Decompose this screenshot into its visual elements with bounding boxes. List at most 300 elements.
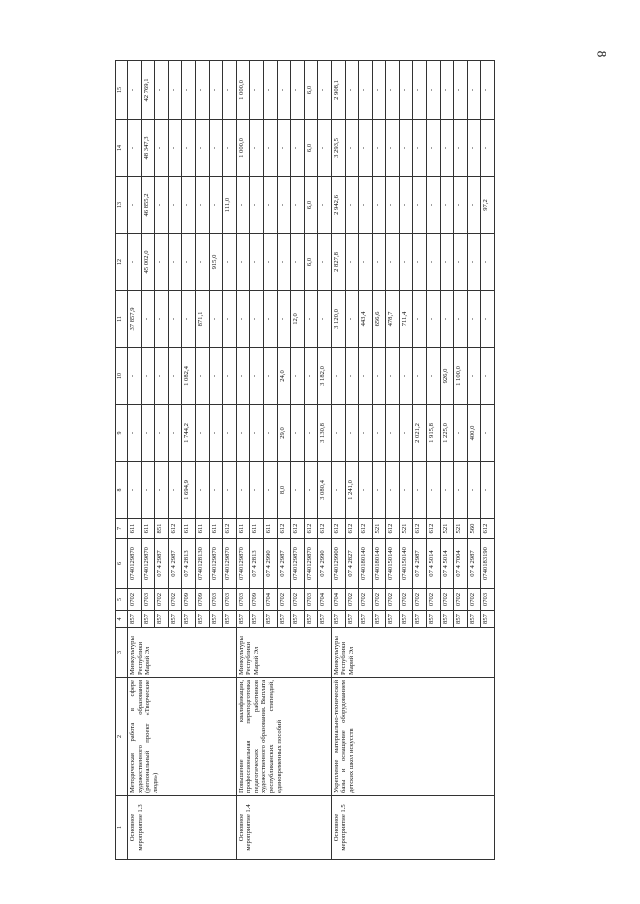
- code-cell: 0702: [467, 589, 481, 611]
- value-cell: -: [168, 462, 182, 519]
- column-number: 4: [116, 611, 128, 628]
- column-number: 7: [116, 519, 128, 539]
- value-cell: -: [155, 177, 169, 234]
- code-cell: 857: [331, 611, 345, 628]
- value-cell: -: [454, 405, 468, 462]
- value-cell: -: [209, 462, 223, 519]
- value-cell: 871,1: [195, 291, 209, 348]
- value-cell: 1 082,4: [182, 348, 196, 405]
- table-row: [331, 61, 345, 860]
- value-cell: -: [141, 405, 155, 462]
- code-cell: 07 4 2987: [155, 539, 169, 589]
- code-cell: 0740129870: [128, 539, 142, 589]
- value-cell: 3 293,5: [331, 120, 345, 177]
- code-cell: 857: [236, 611, 250, 628]
- column-number: 5: [116, 589, 128, 611]
- value-cell: -: [291, 462, 305, 519]
- table-row: [128, 61, 142, 860]
- code-cell: 611: [141, 519, 155, 539]
- column-number: 14: [116, 120, 128, 177]
- code-cell: 612: [304, 519, 318, 539]
- value-cell: -: [345, 61, 359, 120]
- code-cell: 612: [413, 519, 427, 539]
- value-cell: 1 694,9: [182, 462, 196, 519]
- code-cell: 857: [195, 611, 209, 628]
- event-cell: Основное мероприятие 1.3: [128, 796, 237, 860]
- value-cell: -: [128, 348, 142, 405]
- value-cell: -: [304, 348, 318, 405]
- code-cell: 07 4 2990: [318, 539, 332, 589]
- code-cell: 857: [413, 611, 427, 628]
- value-cell: -: [386, 234, 400, 291]
- value-cell: -: [413, 234, 427, 291]
- code-cell: 857: [454, 611, 468, 628]
- value-cell: -: [427, 462, 441, 519]
- value-cell: -: [331, 405, 345, 462]
- executor-cell: Минкультуры Республики Марий Эл: [236, 628, 331, 678]
- value-cell: -: [168, 61, 182, 120]
- value-cell: -: [209, 61, 223, 120]
- value-cell: -: [318, 291, 332, 348]
- value-cell: -: [128, 120, 142, 177]
- code-cell: 857: [359, 611, 373, 628]
- value-cell: 478,7: [386, 291, 400, 348]
- value-cell: -: [467, 462, 481, 519]
- value-cell: -: [427, 61, 441, 120]
- value-cell: 12,0: [291, 291, 305, 348]
- value-cell: -: [481, 234, 495, 291]
- value-cell: -: [372, 405, 386, 462]
- code-cell: 857: [291, 611, 305, 628]
- value-cell: -: [318, 234, 332, 291]
- value-cell: -: [427, 234, 441, 291]
- value-cell: -: [277, 177, 291, 234]
- value-cell: -: [345, 120, 359, 177]
- value-cell: -: [413, 462, 427, 519]
- value-cell: -: [263, 177, 277, 234]
- value-cell: -: [386, 177, 400, 234]
- code-cell: 07 4 2990: [263, 539, 277, 589]
- value-cell: -: [399, 61, 413, 120]
- code-cell: 857: [250, 611, 264, 628]
- value-cell: 3 130,8: [318, 405, 332, 462]
- code-cell: 07 4 2827: [345, 539, 359, 589]
- value-cell: -: [359, 120, 373, 177]
- code-cell: 07 4 2813: [182, 539, 196, 589]
- code-cell: 0740129900: [331, 539, 345, 589]
- column-number: 12: [116, 234, 128, 291]
- value-cell: -: [399, 405, 413, 462]
- value-cell: -: [427, 348, 441, 405]
- value-cell: -: [427, 120, 441, 177]
- code-cell: 0740129870: [291, 539, 305, 589]
- code-cell: 07 4 2813: [250, 539, 264, 589]
- value-cell: -: [467, 348, 481, 405]
- code-cell: 0740150140: [386, 539, 400, 589]
- code-cell: 612: [386, 519, 400, 539]
- value-cell: -: [250, 234, 264, 291]
- value-cell: -: [263, 234, 277, 291]
- value-cell: 1 915,8: [427, 405, 441, 462]
- column-number: 3: [116, 628, 128, 678]
- column-number: 9: [116, 405, 128, 462]
- value-cell: 6,0: [304, 120, 318, 177]
- value-cell: 37 857,9: [128, 291, 142, 348]
- value-cell: 926,0: [440, 348, 454, 405]
- value-cell: -: [263, 120, 277, 177]
- code-cell: 612: [481, 519, 495, 539]
- code-cell: 0704: [331, 589, 345, 611]
- code-cell: 857: [182, 611, 196, 628]
- value-cell: -: [399, 234, 413, 291]
- code-cell: 0703: [481, 589, 495, 611]
- value-cell: -: [182, 291, 196, 348]
- value-cell: -: [440, 177, 454, 234]
- value-cell: 2 942,6: [331, 177, 345, 234]
- value-cell: -: [236, 234, 250, 291]
- code-cell: 612: [345, 519, 359, 539]
- value-cell: -: [168, 120, 182, 177]
- value-cell: -: [209, 348, 223, 405]
- value-cell: -: [168, 405, 182, 462]
- code-cell: 0702: [128, 589, 142, 611]
- event-cell: Основное мероприятие 1.4: [236, 796, 331, 860]
- code-cell: 857: [223, 611, 237, 628]
- value-cell: 97,2: [481, 177, 495, 234]
- column-number: 2: [116, 678, 128, 796]
- value-cell: 6,0: [304, 61, 318, 120]
- value-cell: -: [440, 291, 454, 348]
- code-cell: 0702: [427, 589, 441, 611]
- value-cell: -: [250, 348, 264, 405]
- value-cell: -: [399, 177, 413, 234]
- value-cell: 111,0: [223, 177, 237, 234]
- value-cell: -: [386, 348, 400, 405]
- value-cell: -: [195, 177, 209, 234]
- value-cell: 45 002,0: [141, 234, 155, 291]
- value-cell: -: [209, 405, 223, 462]
- value-cell: -: [372, 120, 386, 177]
- value-cell: -: [209, 291, 223, 348]
- value-cell: 1 000,0: [236, 120, 250, 177]
- value-cell: 711,4: [399, 291, 413, 348]
- value-cell: -: [467, 291, 481, 348]
- value-cell: -: [413, 61, 427, 120]
- value-cell: -: [168, 177, 182, 234]
- value-cell: -: [440, 462, 454, 519]
- code-cell: 0740183190: [481, 539, 495, 589]
- code-cell: 857: [427, 611, 441, 628]
- value-cell: -: [209, 120, 223, 177]
- code-cell: 0704: [318, 589, 332, 611]
- value-cell: 915,0: [209, 234, 223, 291]
- value-cell: -: [467, 61, 481, 120]
- column-number: 15: [116, 61, 128, 120]
- event-cell: Основное мероприятие 1.5: [331, 796, 494, 860]
- value-cell: -: [386, 405, 400, 462]
- budget-table: [115, 60, 495, 860]
- code-cell: 0702: [291, 589, 305, 611]
- code-cell: 611: [182, 519, 196, 539]
- value-cell: -: [467, 120, 481, 177]
- value-cell: -: [359, 348, 373, 405]
- code-cell: 611: [236, 519, 250, 539]
- value-cell: -: [168, 234, 182, 291]
- column-number: 13: [116, 177, 128, 234]
- value-cell: -: [386, 120, 400, 177]
- value-cell: -: [168, 291, 182, 348]
- value-cell: -: [168, 348, 182, 405]
- value-cell: -: [372, 177, 386, 234]
- value-cell: -: [291, 348, 305, 405]
- code-cell: 0740129870: [236, 539, 250, 589]
- value-cell: -: [263, 405, 277, 462]
- value-cell: -: [399, 120, 413, 177]
- code-cell: 07 4 7004: [454, 539, 468, 589]
- value-cell: -: [359, 462, 373, 519]
- value-cell: -: [277, 120, 291, 177]
- value-cell: -: [427, 177, 441, 234]
- value-cell: -: [304, 462, 318, 519]
- column-number: 10: [116, 348, 128, 405]
- value-cell: -: [141, 348, 155, 405]
- value-cell: -: [291, 120, 305, 177]
- code-cell: 07 4 2987: [467, 539, 481, 589]
- code-cell: 857: [386, 611, 400, 628]
- value-cell: -: [250, 61, 264, 120]
- code-cell: 857: [141, 611, 155, 628]
- value-cell: -: [250, 462, 264, 519]
- value-cell: -: [399, 348, 413, 405]
- value-cell: -: [223, 462, 237, 519]
- code-cell: 0703: [236, 589, 250, 611]
- value-cell: -: [481, 348, 495, 405]
- executor-cell: Минкультуры Республики Марий Эл: [128, 628, 237, 678]
- value-cell: 443,4: [359, 291, 373, 348]
- value-cell: -: [359, 177, 373, 234]
- value-cell: -: [263, 291, 277, 348]
- code-cell: 07 4 5014: [427, 539, 441, 589]
- value-cell: -: [481, 61, 495, 120]
- code-cell: 0740129870: [223, 539, 237, 589]
- code-cell: 611: [263, 519, 277, 539]
- code-cell: 0740180140: [372, 539, 386, 589]
- value-cell: -: [223, 61, 237, 120]
- value-cell: -: [427, 291, 441, 348]
- event-name-cell: Методическая работа в сфере художественного образования (региональный проект «Творческие люди»): [128, 678, 237, 796]
- value-cell: -: [467, 234, 481, 291]
- column-number-row: [116, 61, 128, 860]
- value-cell: -: [141, 291, 155, 348]
- value-cell: -: [291, 405, 305, 462]
- value-cell: -: [345, 348, 359, 405]
- value-cell: -: [195, 61, 209, 120]
- table-row: [236, 61, 250, 860]
- value-cell: 29,0: [277, 405, 291, 462]
- value-cell: -: [182, 177, 196, 234]
- code-cell: 857: [209, 611, 223, 628]
- code-cell: 0709: [182, 589, 196, 611]
- value-cell: -: [481, 405, 495, 462]
- code-cell: 612: [168, 519, 182, 539]
- code-cell: 0702: [386, 589, 400, 611]
- code-cell: 0703: [209, 589, 223, 611]
- code-cell: 521: [372, 519, 386, 539]
- code-cell: 0702: [345, 589, 359, 611]
- code-cell: 857: [481, 611, 495, 628]
- code-cell: 612: [318, 519, 332, 539]
- value-cell: -: [195, 120, 209, 177]
- value-cell: -: [413, 177, 427, 234]
- value-cell: -: [345, 291, 359, 348]
- value-cell: -: [440, 234, 454, 291]
- code-cell: 857: [440, 611, 454, 628]
- code-cell: 0702: [155, 589, 169, 611]
- value-cell: 8,0: [277, 462, 291, 519]
- code-cell: 857: [155, 611, 169, 628]
- code-cell: 0703: [223, 589, 237, 611]
- value-cell: -: [454, 177, 468, 234]
- code-cell: 857: [399, 611, 413, 628]
- code-cell: 0702: [413, 589, 427, 611]
- value-cell: -: [263, 348, 277, 405]
- code-cell: 0740129870: [141, 539, 155, 589]
- value-cell: -: [250, 177, 264, 234]
- value-cell: 1 000,0: [236, 61, 250, 120]
- value-cell: -: [331, 348, 345, 405]
- value-cell: 1 744,2: [182, 405, 196, 462]
- value-cell: -: [359, 234, 373, 291]
- code-cell: 857: [318, 611, 332, 628]
- value-cell: -: [454, 234, 468, 291]
- value-cell: 42 769,1: [141, 61, 155, 120]
- value-cell: -: [291, 61, 305, 120]
- value-cell: 24,0: [277, 348, 291, 405]
- column-number: 8: [116, 462, 128, 519]
- value-cell: -: [481, 462, 495, 519]
- value-cell: 48 347,3: [141, 120, 155, 177]
- value-cell: -: [277, 234, 291, 291]
- value-cell: -: [291, 234, 305, 291]
- value-cell: -: [454, 120, 468, 177]
- value-cell: 1 225,0: [440, 405, 454, 462]
- value-cell: -: [155, 348, 169, 405]
- value-cell: 2 827,8: [331, 234, 345, 291]
- value-cell: -: [277, 61, 291, 120]
- code-cell: 0740180140: [359, 539, 373, 589]
- value-cell: -: [182, 120, 196, 177]
- value-cell: -: [454, 462, 468, 519]
- value-cell: -: [223, 348, 237, 405]
- value-cell: -: [236, 405, 250, 462]
- column-number: 11: [116, 291, 128, 348]
- code-cell: 611: [250, 519, 264, 539]
- value-cell: -: [386, 462, 400, 519]
- value-cell: -: [223, 405, 237, 462]
- code-cell: 07 4 5014: [440, 539, 454, 589]
- value-cell: -: [195, 348, 209, 405]
- value-cell: -: [304, 405, 318, 462]
- value-cell: -: [128, 405, 142, 462]
- value-cell: -: [454, 61, 468, 120]
- code-cell: 07 4 2987: [277, 539, 291, 589]
- budget-table-sheet: [115, 60, 575, 860]
- code-cell: 521: [440, 519, 454, 539]
- value-cell: -: [345, 234, 359, 291]
- code-cell: 611: [128, 519, 142, 539]
- value-cell: -: [155, 234, 169, 291]
- value-cell: -: [250, 120, 264, 177]
- value-cell: -: [236, 177, 250, 234]
- value-cell: -: [481, 291, 495, 348]
- code-cell: 0702: [277, 589, 291, 611]
- value-cell: -: [440, 120, 454, 177]
- value-cell: -: [155, 120, 169, 177]
- value-cell: 6,0: [304, 234, 318, 291]
- code-cell: 612: [427, 519, 441, 539]
- value-cell: 2 021,2: [413, 405, 427, 462]
- code-cell: 857: [277, 611, 291, 628]
- value-cell: -: [128, 177, 142, 234]
- value-cell: -: [236, 462, 250, 519]
- value-cell: -: [250, 291, 264, 348]
- value-cell: 6,0: [304, 177, 318, 234]
- code-cell: 0740129870: [209, 539, 223, 589]
- value-cell: -: [155, 291, 169, 348]
- value-cell: -: [318, 120, 332, 177]
- value-cell: -: [372, 234, 386, 291]
- code-cell: 857: [263, 611, 277, 628]
- value-cell: 3 080,4: [318, 462, 332, 519]
- value-cell: 2 908,1: [331, 61, 345, 120]
- value-cell: -: [236, 291, 250, 348]
- value-cell: -: [128, 234, 142, 291]
- value-cell: -: [413, 291, 427, 348]
- code-cell: 0702: [359, 589, 373, 611]
- code-cell: 0740129870: [304, 539, 318, 589]
- code-cell: 857: [168, 611, 182, 628]
- value-cell: -: [359, 405, 373, 462]
- value-cell: -: [195, 462, 209, 519]
- code-cell: 857: [467, 611, 481, 628]
- executor-cell: Минкультуры Республики Марий Эл: [331, 628, 494, 678]
- value-cell: -: [467, 177, 481, 234]
- value-cell: -: [182, 61, 196, 120]
- value-cell: -: [155, 462, 169, 519]
- event-name-cell: Укрепление материально-технической базы и оснащение оборудованием детских школ искусств: [331, 678, 494, 796]
- code-cell: 0702: [372, 589, 386, 611]
- value-cell: -: [440, 61, 454, 120]
- value-cell: -: [372, 61, 386, 120]
- value-cell: -: [454, 291, 468, 348]
- value-cell: -: [128, 61, 142, 120]
- value-cell: 656,6: [372, 291, 386, 348]
- value-cell: -: [209, 177, 223, 234]
- code-cell: 612: [331, 519, 345, 539]
- code-cell: 612: [223, 519, 237, 539]
- code-cell: 0709: [195, 589, 209, 611]
- value-cell: -: [223, 234, 237, 291]
- value-cell: -: [318, 177, 332, 234]
- code-cell: 07 4 2987: [413, 539, 427, 589]
- value-cell: -: [481, 120, 495, 177]
- value-cell: -: [386, 61, 400, 120]
- value-cell: -: [195, 405, 209, 462]
- code-cell: 0709: [250, 589, 264, 611]
- code-cell: 612: [277, 519, 291, 539]
- value-cell: -: [277, 291, 291, 348]
- value-cell: -: [195, 234, 209, 291]
